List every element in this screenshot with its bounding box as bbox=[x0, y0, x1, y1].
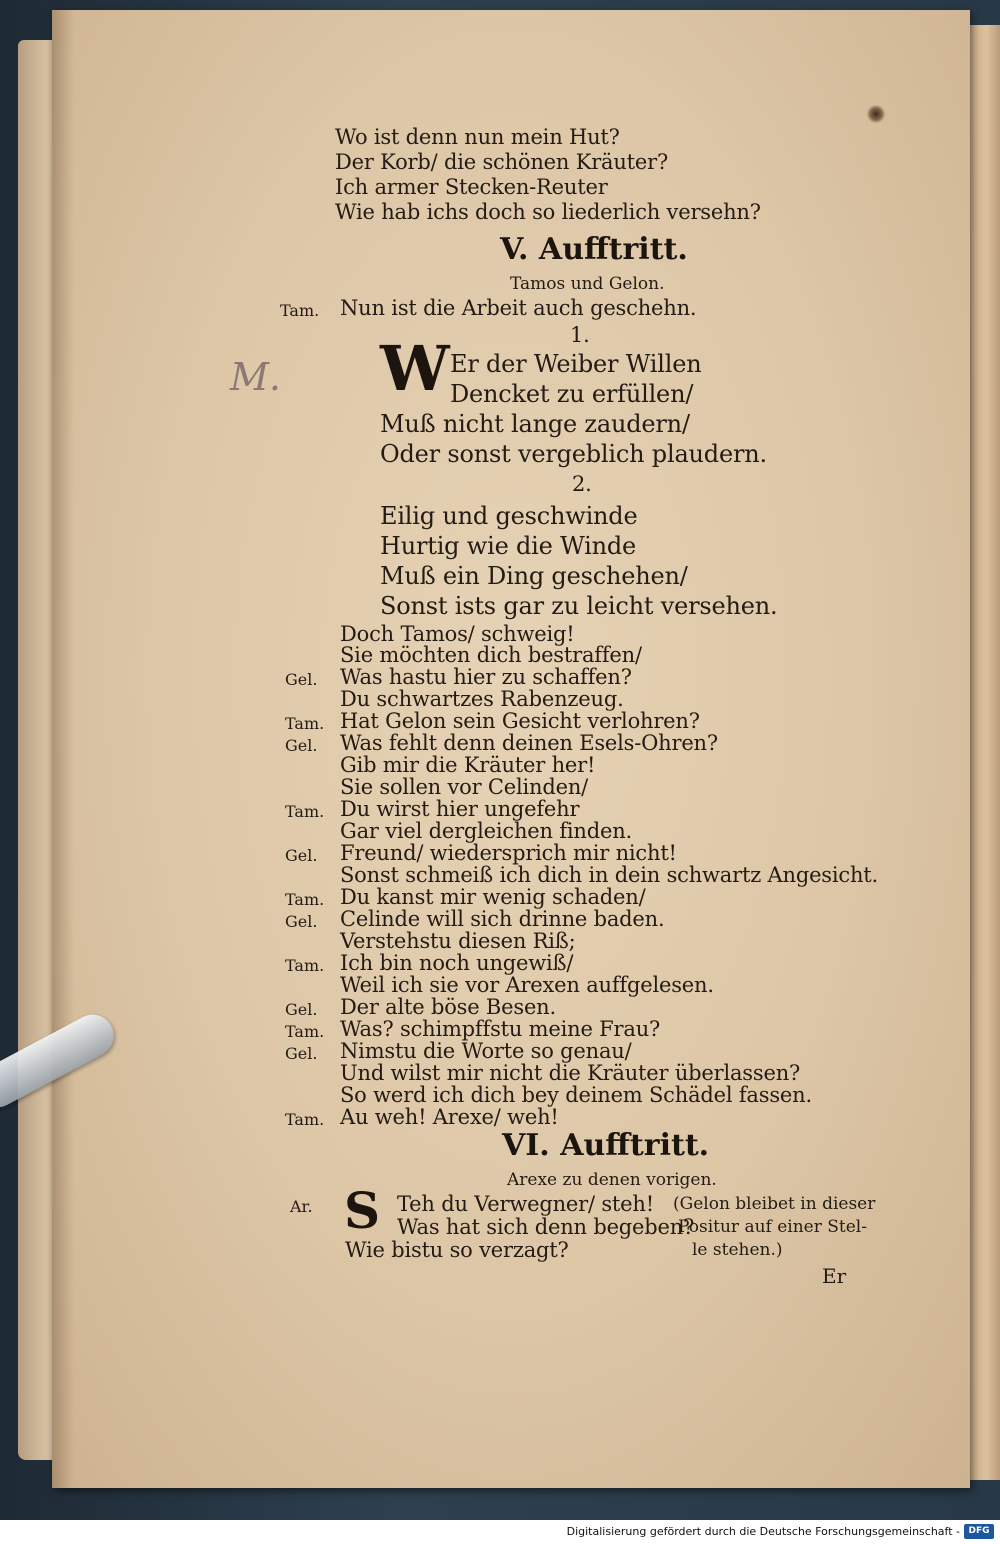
text-line: Sonst schmeiß ich dich in dein schwartz Angesicht. bbox=[340, 863, 878, 887]
text-line: Du kanst mir wenig schaden/ bbox=[340, 885, 646, 909]
text-line: Doch Tamos/ schweig! bbox=[340, 622, 575, 646]
footer-text: Digitalisierung gefördert durch die Deutsche Forschungsgemeinschaft - bbox=[566, 1525, 960, 1538]
speaker-label: Gel. bbox=[285, 846, 318, 865]
text-line: Muß ein Ding geschehen/ bbox=[380, 562, 688, 590]
margin-mark: M. bbox=[230, 355, 281, 399]
speaker-label: Tam. bbox=[285, 1022, 325, 1041]
text-line: Teh du Verwegner/ steh! bbox=[397, 1192, 654, 1216]
speaker-label: Gel. bbox=[285, 1044, 318, 1063]
text-line: Sonst ists gar zu leicht versehen. bbox=[380, 592, 778, 620]
speaker-label: Tam. bbox=[280, 301, 320, 320]
speaker-label: Ar. bbox=[290, 1197, 313, 1216]
catchword: Er bbox=[822, 1264, 847, 1288]
text-line: Verstehstu diesen Riß; bbox=[340, 929, 576, 953]
ink-stain bbox=[867, 105, 885, 123]
speaker-label: Gel. bbox=[285, 736, 318, 755]
stanza-number: 2. bbox=[572, 472, 592, 496]
text-line: Eilig und geschwinde bbox=[380, 502, 638, 530]
text-line: Was? schimpffstu meine Frau? bbox=[340, 1017, 661, 1041]
text-line: Freund/ wiedersprich mir nicht! bbox=[340, 841, 677, 865]
speaker-label: Gel. bbox=[285, 670, 318, 689]
stanza-number: 1. bbox=[570, 323, 590, 347]
text-line: Gib mir die Kräuter her! bbox=[340, 753, 596, 777]
speaker-label: Tam. bbox=[285, 802, 325, 821]
text-line: Gar viel dergleichen finden. bbox=[340, 819, 633, 843]
text-line: Oder sonst vergeblich plaudern. bbox=[380, 440, 767, 468]
scene-heading: VI. Aufftritt. bbox=[502, 1128, 710, 1163]
scene-heading: V. Aufftritt. bbox=[500, 232, 688, 267]
text-line: So werd ich dich bey deinem Schädel fassen. bbox=[340, 1083, 812, 1107]
scene-subtitle: Tamos und Gelon. bbox=[510, 274, 665, 294]
text-line: Au weh! Arexe/ weh! bbox=[340, 1105, 559, 1129]
text-line: Wo ist denn nun mein Hut? bbox=[335, 125, 620, 149]
text-line: Dencket zu erfüllen/ bbox=[450, 380, 694, 408]
text-line: Du wirst hier ungefehr bbox=[340, 797, 580, 821]
text-line: Der alte böse Besen. bbox=[340, 995, 556, 1019]
text-line: Was hat sich denn begeben? bbox=[397, 1215, 695, 1239]
text-line: Ich bin noch ungewiß/ bbox=[340, 951, 574, 975]
text-line: Wie hab ichs doch so liederlich versehn? bbox=[335, 200, 761, 224]
text-line: Der Korb/ die schönen Kräuter? bbox=[335, 150, 669, 174]
speaker-label: Tam. bbox=[285, 890, 325, 909]
footer-bar bbox=[0, 1520, 1000, 1544]
text-line: Sie sollen vor Celinden/ bbox=[340, 775, 589, 799]
speaker-label: Gel. bbox=[285, 1000, 318, 1019]
text-line: Celinde will sich drinne baden. bbox=[340, 907, 665, 931]
drop-cap: W bbox=[380, 332, 450, 405]
scene-subtitle: Arexe zu denen vorigen. bbox=[507, 1170, 717, 1190]
text-line: Was fehlt denn deinen Esels-Ohren? bbox=[340, 731, 718, 755]
stage-direction: le stehen.) bbox=[692, 1240, 783, 1260]
text-line: Und wilst mir nicht die Kräuter überlassen? bbox=[340, 1061, 801, 1085]
text-line: Wie bistu so verzagt? bbox=[345, 1238, 569, 1262]
speaker-label: Tam. bbox=[285, 714, 325, 733]
text-line: Nimstu die Worte so genau/ bbox=[340, 1039, 632, 1063]
text-line: Du schwartzes Rabenzeug. bbox=[340, 687, 624, 711]
text-line: Nun ist die Arbeit auch geschehn. bbox=[340, 296, 697, 320]
stage-direction: (Gelon bleibet in dieser bbox=[673, 1194, 876, 1214]
text-line: Hurtig wie die Winde bbox=[380, 532, 637, 560]
speaker-label: Tam. bbox=[285, 1110, 325, 1129]
text-line: Hat Gelon sein Gesicht verlohren? bbox=[340, 709, 700, 733]
text-line: Muß nicht lange zaudern/ bbox=[380, 410, 690, 438]
document-page bbox=[52, 10, 970, 1488]
text-line: Er der Weiber Willen bbox=[450, 350, 702, 378]
drop-cap: S bbox=[344, 1181, 381, 1240]
speaker-label: Tam. bbox=[285, 956, 325, 975]
dfg-logo-icon: DFG bbox=[964, 1524, 994, 1539]
stage-direction: Positur auf einer Stel- bbox=[678, 1217, 867, 1237]
text-line: Sie möchten dich bestraffen/ bbox=[340, 643, 642, 667]
speaker-label: Gel. bbox=[285, 912, 318, 931]
text-line: Ich armer Stecken-Reuter bbox=[335, 175, 608, 199]
text-line: Weil ich sie vor Arexen auffgelesen. bbox=[340, 973, 714, 997]
text-line: Was hastu hier zu schaffen? bbox=[340, 665, 632, 689]
